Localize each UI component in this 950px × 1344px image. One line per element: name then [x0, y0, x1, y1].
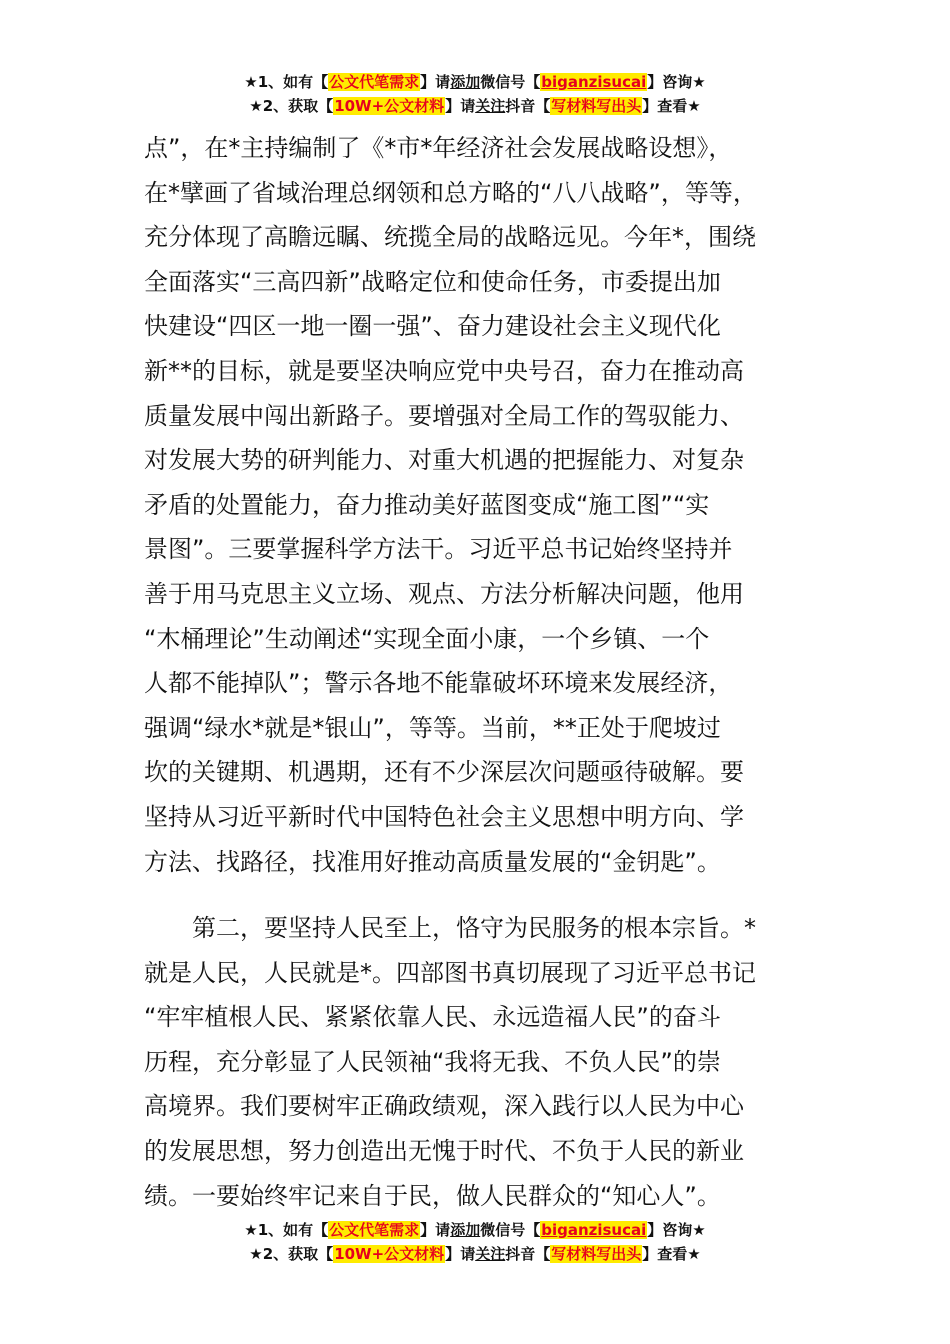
banner-text: 抖音【 [505, 1245, 551, 1263]
banner-line-1 [0, 1218, 950, 1242]
banner-highlight: 10W+公文材料 [334, 1245, 445, 1263]
text-line: 在*擘画了省域治理总纲领和总方略的“八八战略”，等等， [144, 178, 757, 207]
paragraph-2 [144, 906, 824, 1218]
banner-text: ★2、获取【 [249, 97, 334, 115]
text-line: “牢牢植根人民、紧紧依靠人民、永远造福人民”的奋斗 [144, 1003, 721, 1032]
document-body [144, 126, 824, 1218]
text-line: 质量发展中闯出新路子。要增强对全局工作的驾驭能力、 [144, 401, 744, 430]
text-line: 坎的关键期、机遇期，还有不少深层次问题亟待破解。要 [144, 758, 744, 787]
banner-highlight: 写材料写出头 [551, 1245, 642, 1263]
banner-highlight: 公文代笔需求 [329, 73, 420, 91]
text-line: 点”，在*主持编制了《*市*年经济社会发展战略设想》， [144, 134, 733, 162]
banner-underline: 关注 [475, 97, 506, 115]
text-line: 绩。一要始终牢记来自于民，做人民群众的“知心人”。 [144, 1181, 721, 1210]
text-line: 全面落实“三高四新”战略定位和使命任务，市委提出加 [144, 267, 721, 296]
paragraph-1 [144, 126, 824, 884]
text-line: 历程，充分彰显了人民领袖“我将无我、不负人民”的崇 [144, 1047, 721, 1076]
banner-text: 】请 [445, 97, 476, 115]
banner-line-1 [0, 70, 950, 94]
banner-highlight: 写材料写出头 [551, 97, 642, 115]
text-line: 强调“绿水*就是*银山”，等等。当前，**正处于爬坡过 [144, 713, 721, 742]
banner-underline: 添加 [450, 1221, 481, 1239]
banner-text: 】查看★ [642, 1245, 701, 1263]
banner-text: 】查看★ [642, 97, 701, 115]
text-line: 新**的目标，就是要坚决响应党中央号召，奋力在推动高 [144, 356, 744, 385]
banner-highlight: 公文代笔需求 [329, 1221, 420, 1239]
text-line: 就是人民，人民就是*。四部图书真切展现了习近平总书记 [144, 958, 756, 987]
text-line: 快建设“四区一地一圈一强”、奋力建设社会主义现代化 [144, 312, 721, 341]
banner-text: 】咨询★ [647, 1221, 706, 1239]
banner-line-2 [0, 94, 950, 118]
footer-banner [0, 1218, 950, 1266]
banner-text: 】请 [445, 1245, 476, 1263]
text-line: 高境界。我们要树牢正确政绩观，深入践行以人民为中心 [144, 1092, 744, 1121]
banner-line-2 [0, 1242, 950, 1266]
text-line: 矛盾的处置能力，奋力推动美好蓝图变成“施工图”“实 [144, 490, 710, 519]
banner-text: ★1、如有【 [244, 1221, 329, 1239]
banner-text: ★2、获取【 [249, 1245, 334, 1263]
text-line: 对发展大势的研判能力、对重大机遇的把握能力、对复杂 [144, 446, 744, 475]
text-line: 第二，要坚持人民至上，恪守为民服务的根本宗旨。* [192, 914, 756, 943]
banner-underline: 关注 [475, 1245, 506, 1263]
text-line: 充分体现了高瞻远瞩、统揽全局的战略远见。今年*，围绕 [144, 223, 756, 252]
banner-text: 】咨询★ [647, 73, 706, 91]
banner-highlight: 10W+公文材料 [334, 97, 445, 115]
text-line: 的发展思想，努力创造出无愧于时代、不负于人民的新业 [144, 1137, 744, 1166]
banner-text: 抖音【 [505, 97, 551, 115]
text-line: 人都不能掉队”；警示各地不能靠破坏环境来发展经济， [144, 669, 733, 698]
text-line: 景图”。三要掌握科学方法干。习近平总书记始终坚持并 [144, 535, 733, 564]
banner-wechat-id: biganzisucai [541, 1221, 647, 1239]
text-line: 善于用马克思主义立场、观点、方法分析解决问题，他用 [144, 579, 744, 608]
paragraph-gap [144, 884, 824, 906]
text-line: “木桶理论”生动阐述“实现全面小康，一个乡镇、一个 [144, 624, 710, 653]
banner-text: 】请 [420, 73, 451, 91]
banner-text: 微信号【 [480, 1221, 541, 1239]
banner-text: 】请 [420, 1221, 451, 1239]
banner-text: ★1、如有【 [244, 73, 329, 91]
banner-underline: 添加 [450, 73, 481, 91]
text-line: 方法、找路径，找准用好推动高质量发展的“金钥匙”。 [144, 847, 721, 876]
banner-wechat-id: biganzisucai [541, 73, 647, 91]
banner-text: 微信号【 [480, 73, 541, 91]
text-line: 坚持从习近平新时代中国特色社会主义思想中明方向、学 [144, 802, 744, 831]
header-banner [0, 70, 950, 118]
